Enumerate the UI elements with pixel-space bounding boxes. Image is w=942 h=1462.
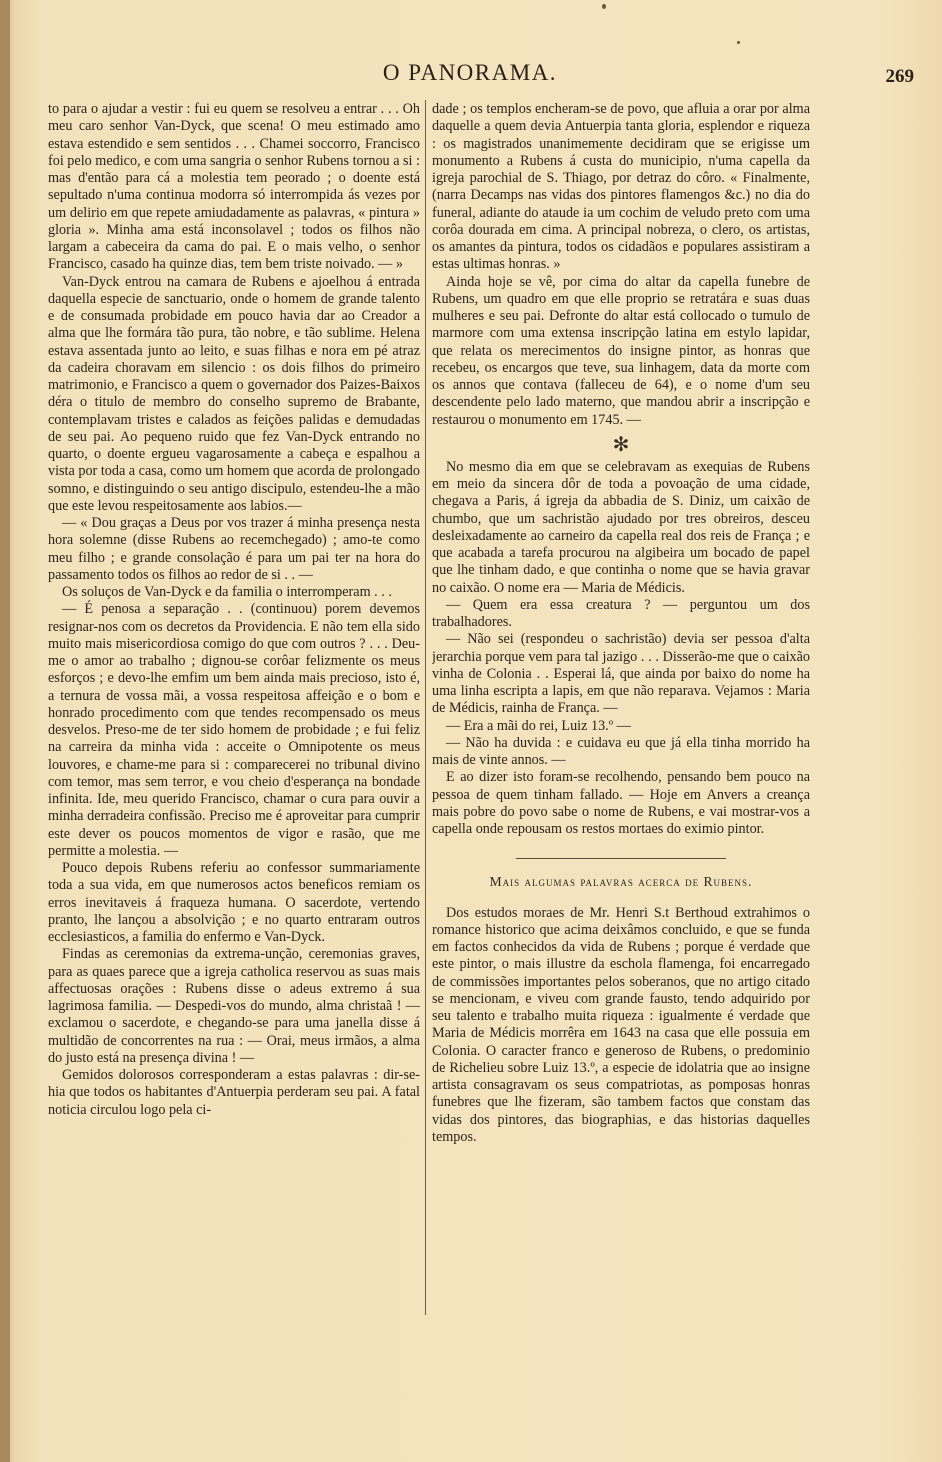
paragraph: — Quem era essa creatura ? — perguntou um dos trabalhadores. xyxy=(432,596,810,630)
paragraph: Van-Dyck entrou na camara de Rubens e ajoelhou á entrada daquella especie de sanctuario, onde o homem de grande talento e de consumada probidade em pouco havia dar ao Creador a alma que lhe formára tão pura, tão nobre, e tão sublime. Helena estava assentada junto ao leito, e suas filhas e nora em pé atraz da cadeira choravam em silencio : os dois filhos do primeiro matrimonio, e Francisco a quem o governador dos Paizes-Baixos déra o titulo de membro do conselho supremo de Brabante, contemplavam tristes e calados as feições palidas e demudadas de seu pai. Ao pequeno ruido que fez Van-Dyck entrando no quarto, o doente ergueu vagarosamente a cabeça e espalhou a vista por toda a casa, como um homem que acorda de prolongado somno, e distinguindo o seu antigo discipulo, estendeu-lhe a mão que este levou respeitosamente aos labios.— xyxy=(48,273,420,514)
paragraph: E ao dizer isto foram-se recolhendo, pensando bem pouco na pessoa de quem tinham fallado. — Hoje em Anvers a creança mais pobre do povo sabe o nome de Rubens, e vai mostrar-vos a capella onde repousam os restos mortaes do eximio pintor. xyxy=(432,769,810,837)
paragraph: to para o ajudar a vestir : fui eu quem se resolveu a entrar . . . Oh meu caro senhor Van-Dyck, que scena! O meu estimado amo estava estendido e sem sentidos . . . Chamei soccorro, Francisco foi pelo medico, e com uma sangria o senhor Rubens tornou a si : mas d'então para cá a molestia tem peorado ; o doente está sepultado n'uma continua modorra só interrompida ás vezes por um delirio em que repete amiudadamente as palavras, « pintura » gloria ». Minha ama está inconsolavel ; todos os filhos não largam a cabeceira da cama do pai. E o mais velho, o senhor Francisco, casado ha quinze dias, tem bem triste noivado. — » xyxy=(48,101,420,273)
page-number: 269 xyxy=(885,66,914,87)
book-spine-edge xyxy=(0,0,10,1462)
print-speck xyxy=(602,4,606,9)
paragraph: Pouco depois Rubens referiu ao confessor summariamente toda a sua vida, em que numerosos actos beneficos remiam os erros inevitaveis á fraqueza humana. O sacerdote, vertendo pranto, lhe lançou a absolvição ; e no quarto entraram outros ecclesiasticos, a familia do enfermo e Van-Dyck. xyxy=(48,860,420,945)
section-heading: Mais algumas palavras acerca de Rubens. xyxy=(489,874,753,890)
column-divider xyxy=(425,100,426,1315)
paragraph: No mesmo dia em que se celebravam as exequias de Rubens em meio da sincera dôr de toda a povoação de uma cidade, chegava a Paris, á igreja da abbadia de S. Diniz, um caixão de chumbo, que um sachristão ajudado por tres obreiros, desceu desleixadamente ao carneiro da capella real dos reis de França ; e que acabada a tarefa procurou na algibeira um bocado de papel que lhe tinham dado, e que continha o nome que se havia gravar no caixão. O nome era — Maria de Médicis. xyxy=(432,458,810,596)
paragraph: — Era a mãi do rei, Luiz 13.º — xyxy=(446,717,631,734)
paragraph: — Não ha duvida : e cuidava eu que já ella tinha morrido ha mais de vinte annos. — xyxy=(432,734,810,768)
print-speck xyxy=(737,41,740,44)
paragraph: Dos estudos moraes de Mr. Henri S.t Berthoud extrahimos o romance historico que acima deixâmos concluido, e que se funda em factos conhecidos da vida de Rubens ; porque é verdade que este pintor, o mais illustre da eschola flamenga, foi encarregado de commissões importantes pelos soberanos, que no artigo citado se mencionam, e viveu com grande fausto, tendo adquirido por seu talento e trabalho muita riqueza : igualmente é verdade que Maria de Médicis morrêra em 1643 na casa que elle possuia em Colonia. O caracter franco e generoso de Rubens, o predominio de Richelieu sobre Luiz 13.º, a especie de idolatria que ao insigne artista consagravam os seus compatriotas, as pomposas honras funebres que lhe fizeram, são tambem factos que constam das vidas dos pintores, das biographias, e das historias daquelles tempos. xyxy=(432,904,810,1145)
section-rule xyxy=(516,858,726,859)
right-column xyxy=(432,101,810,1341)
paragraph: — Não sei (respondeu o sachristão) devia ser pessoa d'alta jerarchia porque vem para tal jazigo . . . Disserão-me que o caixão vinha de Colonia . . Esperai lá, que ainda por baixo do nome ha uma linha escripta a lapis, em que não reparava. Vejamos : Maria de Médicis, rainha de França. — xyxy=(432,631,810,717)
paragraph: — É penosa a separação . . (continuou) porem devemos resignar-nos com os decretos da Providencia. E não tem ella sido muito mais misericordiosa comigo do que com outros ? . . . Deu-me o amor ao trabalho ; dignou-se corôar felizmente os meus esforços ; e devo-lhe emfim um bem ainda mais precioso, isto é, a ternura de vossa mãi, a vossa respeitosa affeição e o bom e honrado procedimento com que tendes recompensado os meus desvelos. Preso-me de ter sido homem de probidade ; e fui feliz na carreira da minha vida : acceite o Omnipotente os meus louvores, e chame-me para si : comparecerei no tribunal divino com temor, mas sem terror, e vou cheio d'esperança na bondade infinita. Ide, meu querido Francisco, chamar o cura para ouvir a minha derradeira confissão. Preciso me é aproveitar para cumprir este dever os poucos momentos de vigor e rasão, que me permitte a molestia. — xyxy=(48,601,420,859)
paragraph: Ainda hoje se vê, por cima do altar da capella funebre de Rubens, um quadro em que elle proprio se retratára e suas duas mulheres e seu pai. Defronte do altar está collocado o tumulo de marmore com uma extensa inscripção latina em estylo lapidar, que relata os merecimentos do insigne pintor, as honras que recebeu, os encargos que teve, sua linhagem, data da morte com os annos que contava (falleceu de 64), e o nome d'um seu descendente pelo lado materno, que mandou abrir a inscripção e restaurou o monumento em 1745. — xyxy=(432,273,810,428)
paragraph: — « Dou graças a Deus por vos trazer á minha presença nesta hora solemne (disse Rubens ao recemchegado) ; amo-te como meu filho ; e grande consolação é para um pai ter na hora do passamento todos os filhos ao redor de si . . — xyxy=(48,515,420,583)
paragraph: Os soluços de Van-Dyck e da familia o interromperam . . . xyxy=(62,584,392,600)
paragraph: Findas as ceremonias da extrema-unção, ceremonias graves, para as quaes parece que a igreja catholica reservou as suas mais affectuosas orações : Rubens disse o adeus extremo á sua lagrimosa familia. — Despedi-vos do mundo, alma christaã ! — exclamou o sacerdote, e chegando-se para uma janella disse á multidão de concorrentes na rua : — Orai, meus irmãos, a alma do justo está na presença divina ! — xyxy=(48,946,420,1066)
running-title: O PANORAMA. xyxy=(382,60,558,85)
asterism-separator: ✻ xyxy=(612,433,630,456)
paragraph: Gemidos dolorosos corresponderam a estas palavras : dir-se-hia que todos os habitantes d'Antuerpia perderam seu pai. A fatal noticia circulou logo pela ci- xyxy=(48,1067,420,1118)
paragraph: dade ; os templos encheram-se de povo, que afluia a orar por alma daquelle a quem devia Antuerpia tanta gloria, esplendor e riqueza : os magistrados unanimemente decidiram que se erigisse um monumento a Rubens á custa do municipio, n'uma capella da igreja parochial de S. Thiago, por detraz do côro. « Finalmente, (narra Decamps nas vidas dos pintores flamengos &c.) no dia do funeral, adiante do ataude ia um cochim de veludo preto com uma corôa dourada em cima. A principal nobreza, o clero, os artistas, os amantes da pintura, todos os cidadãos e populares assistiram a estas ultimas honras. » xyxy=(432,101,810,273)
left-column xyxy=(48,101,420,1341)
